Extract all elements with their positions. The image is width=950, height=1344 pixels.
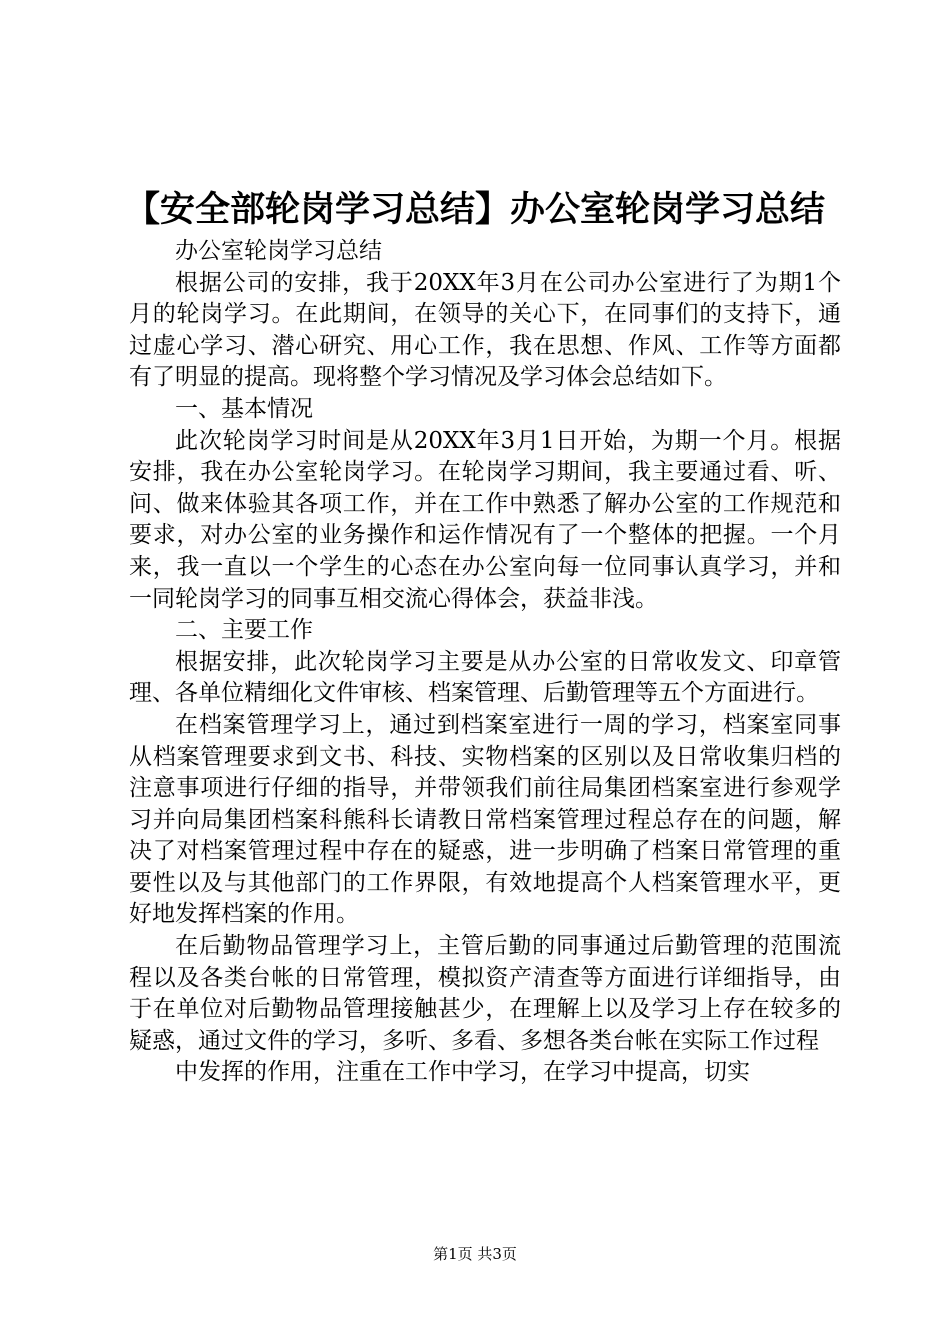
paragraph-subtitle: 办公室轮岗学习总结: [175, 238, 382, 264]
paragraph-archive-management: 在档案管理学习上，通过到档案室进行一周的学习，档案室同事从档案管理要求到文书、科技、实物档案的区别以及日常收集归档的注意事项进行仔细的指导，并带领我们前往局集团档案室进行参观学习并向局集团档案科熊科长请教日常档案管理过程总存在的问题，解决了对档案管理过程中存在的疑惑，进一步明确了档案日常管理的重要性以及与其他部门的工作界限，有效地提高个人档案管理水平，更好地发挥档案的作用。: [129, 711, 841, 928]
paragraph-main-work: 根据安排，此次轮岗学习主要是从办公室的日常收发文、印章管理、各单位精细化文件审核、档案管理、后勤管理等五个方面进行。: [129, 648, 841, 707]
section-heading-basic-situation: 一、基本情况: [175, 395, 313, 422]
page-number-footer: 第1页 共3页: [433, 1245, 517, 1263]
paragraph-continuation: 中发挥的作用，注重在工作中学习，在学习中提高，切实: [175, 1059, 750, 1086]
paragraph-logistics-management: 在后勤物品管理学习上，主管后勤的同事通过后勤管理的范围流程以及各类台帐的日常管理，模拟资产清查等方面进行详细指导，由于在单位对后勤物品管理接触甚少，在理解上以及学习上存在较多的疑惑，通过文件的学习，多听、多看、多想各类台帐在实际工作过程: [129, 933, 841, 1054]
section-heading-main-work: 二、主要工作: [175, 617, 313, 644]
paragraph-basic-situation: 此次轮岗学习时间是从20XX年3月1日开始，为期一个月。根据安排，我在办公室轮岗学习。在轮岗学习期间，我主要通过看、听、问、做来体验其各项工作，并在工作中熟悉了解办公室的工作规范和要求，对办公室的业务操作和运作情况有了一个整体的把握。一个月来，我一直以一个学生的心态在办公室向每一位同事认真学习，并和一同轮岗学习的同事互相交流心得体会，获益非浅。: [129, 427, 841, 612]
document-title: 【安全部轮岗学习总结】办公室轮岗学习总结: [124, 189, 825, 230]
paragraph-intro: 根据公司的安排，我于20XX年3月在公司办公室进行了为期1个月的轮岗学习。在此期间，在领导的关心下，在同事们的支持下，通过虚心学习、潜心研究、用心工作，我在思想、作风、工作等方面都有了明显的提高。现将整个学习情况及学习体会总结如下。: [129, 269, 841, 391]
document-body: [129, 236, 841, 1089]
